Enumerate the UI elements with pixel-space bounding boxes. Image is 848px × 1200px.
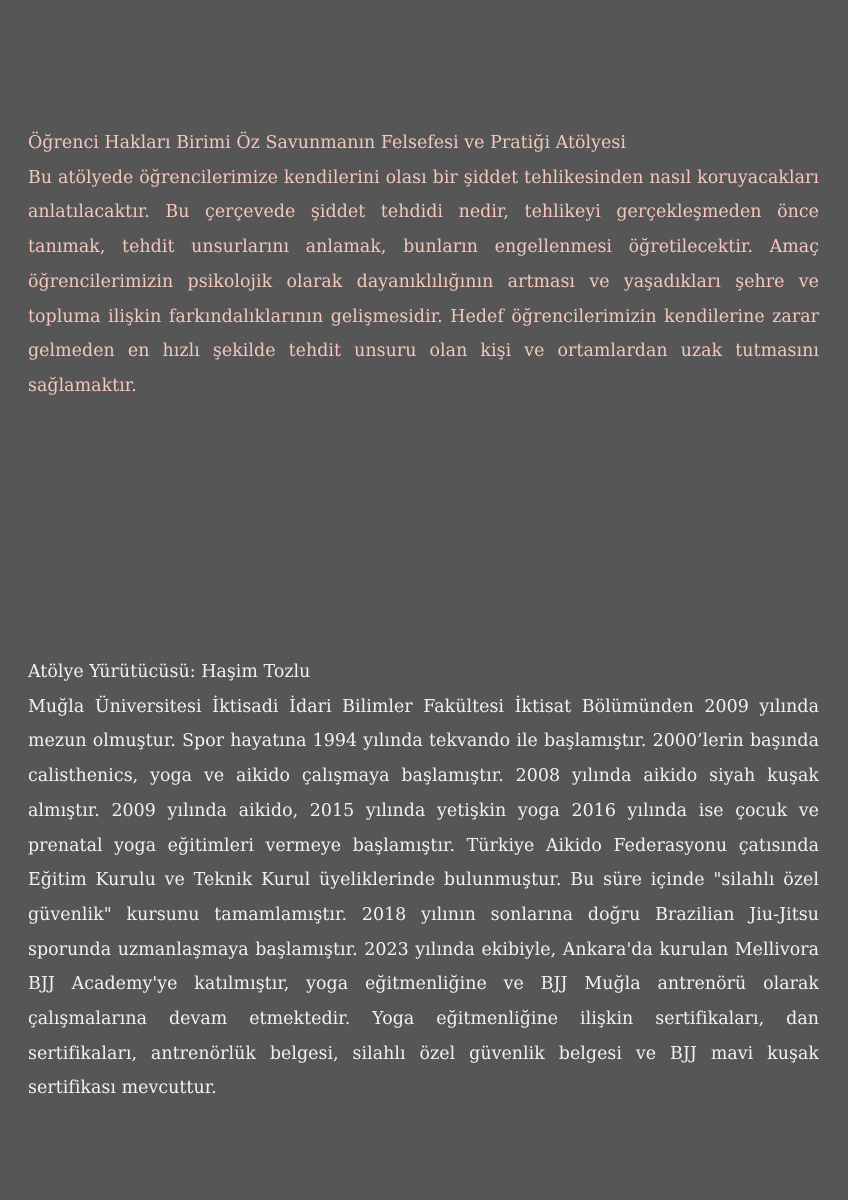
- workshop-section: [28, 126, 819, 404]
- workshop-title: Öğrenci Hakları Birimi Öz Savunmanın Felsefesi ve Pratiği Atölyesi: [28, 133, 626, 153]
- facilitator-section: [28, 655, 819, 1106]
- workshop-description: Bu atölyede öğrencilerimize kendilerini olası bir şiddet tehlikesinden nasıl koruyacakları anlatılacaktır. Bu çerçevede şiddet tehdidi nedir, tehlikeyi gerçekleşmeden önce tanımak, tehdit unsurlarını anlamak, bunların engellenmesi öğretilecektir. Amaç öğrencilerimizin psikolojik olarak dayanıklılığının artması ve yaşadıkları şehre ve topluma ilişkin farkındalıklarının gelişmesidir. Hedef öğrencilerimizin kendilerine zarar gelmeden en hızlı şekilde tehdit unsuru olan kişi ve ortamlardan uzak tutmasını sağlamaktır.: [28, 167, 819, 396]
- facilitator-heading: Atölye Yürütücüsü: Haşim Tozlu: [28, 662, 311, 682]
- facilitator-bio: Muğla Üniversitesi İktisadi İdari Bilimler Fakültesi İktisat Bölümünden 2009 yılında mezun olmuştur. Spor hayatına 1994 yılında tekvando ile başlamıştır. 2000’lerin başında calisthenics, yoga ve aikido çalışmaya başlamıştır. 2008 yılında aikido siyah kuşak almıştır. 2009 yılında aikido, 2015 yılında yetişkin yoga 2016 yılında ise çocuk ve prenatal yoga eğitimleri vermeye başlamıştır. Türkiye Aikido Federasyonu çatısında Eğitim Kurulu ve Teknik Kurul üyeliklerinde bulunmuştur. Bu süre içinde "silahlı özel güvenlik" kursunu tamamlamıştır. 2018 yılının sonlarına doğru Brazilian Jiu-Jitsu sporunda uzmanlaşmaya başlamıştır. 2023 yılında ekibiyle, Ankara'da kurulan Mellivora BJJ Academy'ye katılmıştır, yoga eğitmenliğine ve BJJ Muğla antrenörü olarak çalışmalarına devam etmektedir. Yoga eğitmenliğine ilişkin sertifikaları, dan sertifikaları, antrenörlük belgesi, silahlı özel güvenlik belgesi ve BJJ mavi kuşak sertifikası mevcuttur.: [28, 696, 819, 1099]
